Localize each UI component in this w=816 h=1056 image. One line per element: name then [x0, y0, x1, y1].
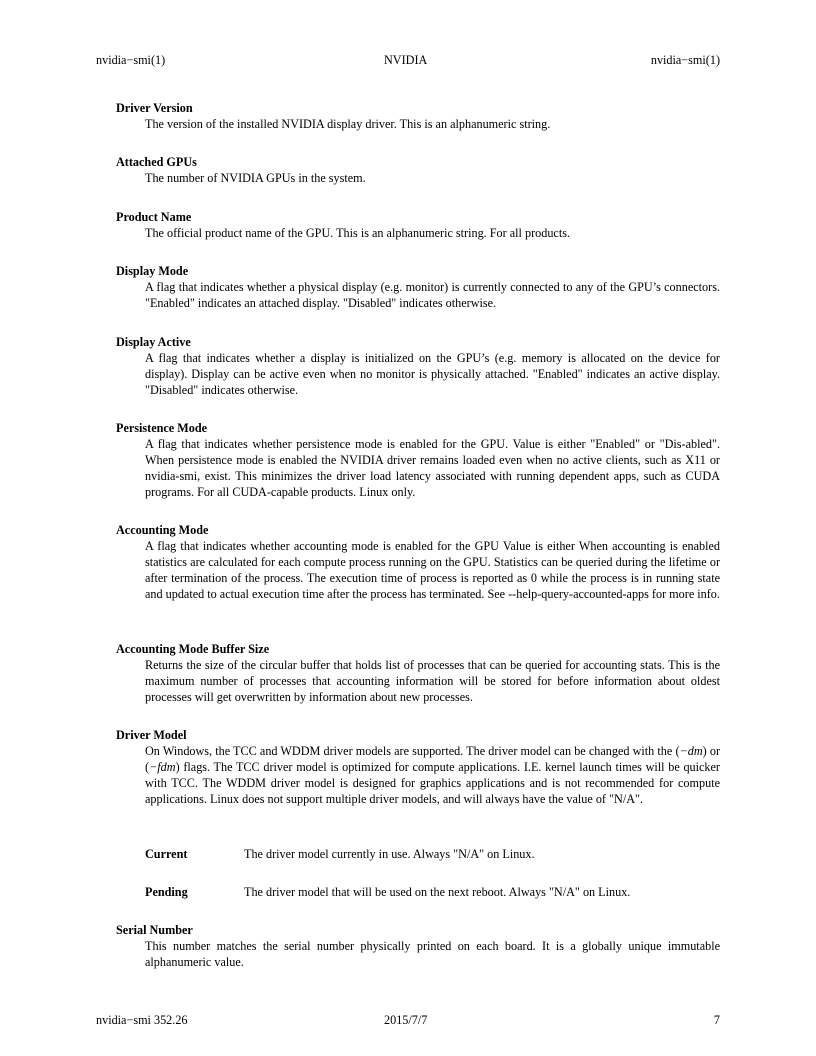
entry-persistence-mode — [116, 420, 720, 500]
header-center: NVIDIA — [384, 53, 428, 67]
entry-display-active — [116, 334, 720, 398]
subentry-desc: The driver model currently in use. Always "N/A" on Linux. — [244, 847, 535, 861]
entry-driver-version — [116, 100, 720, 132]
header-right: nvidia−smi(1) — [650, 53, 720, 67]
page-header — [96, 52, 720, 68]
footer-left: nvidia−smi 352.26 — [96, 1013, 188, 1027]
entry-serial-number — [116, 922, 720, 970]
entry-product-name — [116, 209, 720, 241]
entry-term: Display Mode — [116, 264, 189, 278]
header-left: nvidia−smi(1) — [96, 53, 166, 67]
entry-term: Accounting Mode — [116, 523, 209, 537]
entry-term: Persistence Mode — [116, 421, 208, 435]
footer-page-number: 7 — [713, 1013, 720, 1027]
entry-desc — [145, 743, 720, 807]
entry-desc: This number matches the serial number physically printed on each board. It is a globally unique immutable alphanumeric value. — [145, 939, 720, 969]
entry-attached-gpus — [116, 154, 720, 186]
entry-desc: A flag that indicates whether a physical display (e.g. monitor) is currently connected to any of the GPU’s connectors. "Enabled" indicates an attached display. "Disabled" indicates otherwise. — [145, 280, 720, 310]
entry-desc: A flag that indicates whether a display is initialized on the GPU’s (e.g. memory is allocated on the device for display). Display can be active even when no monitor is physically attached. "Enabled" indicates an active display. "Disabled" indicates otherwise. — [145, 351, 720, 397]
entry-desc: The version of the installed NVIDIA display driver. This is an alphanumeric string. — [145, 117, 551, 131]
entry-display-mode — [116, 263, 720, 311]
page-footer — [96, 1012, 720, 1028]
desc-text: On Windows, the TCC and WDDM driver models are supported. The driver model can be changed with the ( — [145, 744, 680, 758]
entry-driver-model — [116, 727, 720, 807]
entry-desc: Returns the size of the circular buffer that holds list of processes that can be queried for accounting stats. This is the maximum number of processes that accounting information will be stored for before information about oldest processes will get overwritten by information about new processes. — [145, 658, 720, 704]
flag-fdm: −fdm — [149, 760, 176, 774]
entry-accounting-mode — [116, 522, 720, 602]
subentry-term: Current — [145, 847, 188, 861]
entry-term: Display Active — [116, 335, 191, 349]
entry-desc: The number of NVIDIA GPUs in the system. — [145, 171, 366, 185]
desc-text: ) or ( — [145, 744, 720, 774]
subentry-term: Pending — [145, 885, 188, 899]
entry-accounting-buffer-size — [116, 641, 720, 705]
subentry-desc: The driver model that will be used on the next reboot. Always "N/A" on Linux. — [244, 885, 631, 899]
flag-dm: −dm — [679, 744, 703, 758]
entry-desc: The official product name of the GPU. This is an alphanumeric string. For all products. — [145, 226, 571, 240]
entry-term: Driver Version — [116, 101, 193, 115]
entry-term: Product Name — [116, 210, 192, 224]
entry-desc: A flag that indicates whether accounting mode is enabled for the GPU Value is either When accounting is enabled statistics are calculated for each compute process running on the GPU. Statistics can be queried during the lifetime or after termination of the process. The execution time of process is reported as 0 while the process is in running state and updated to actual execution time after the process has terminated. See --help-query-accounted-apps for more info. — [145, 539, 720, 601]
entry-desc: A flag that indicates whether persistence mode is enabled for the GPU. Value is either "Enabled" or "Dis-abled". When persistence mode is enabled the NVIDIA driver remains loaded even when no active clients, such as X11 or nvidia-smi, exist. This minimizes the driver load latency associated with running dependent apps, such as CUDA programs. For all CUDA-capable products. Linux only. — [145, 437, 720, 499]
footer-center: 2015/7/7 — [384, 1013, 428, 1027]
desc-text: ) flags. The TCC driver model is optimized for compute applications. I.E. kernel launch times will be quicker with TCC. The WDDM driver model is designed for graphics applications and is not recommended for compute applications. Linux does not support multiple driver models, and will always have the value of "N/A". — [145, 760, 720, 806]
entry-term: Serial Number — [116, 923, 193, 937]
entry-term: Driver Model — [116, 728, 187, 742]
entry-term: Attached GPUs — [116, 155, 197, 169]
entry-term: Accounting Mode Buffer Size — [116, 642, 270, 656]
